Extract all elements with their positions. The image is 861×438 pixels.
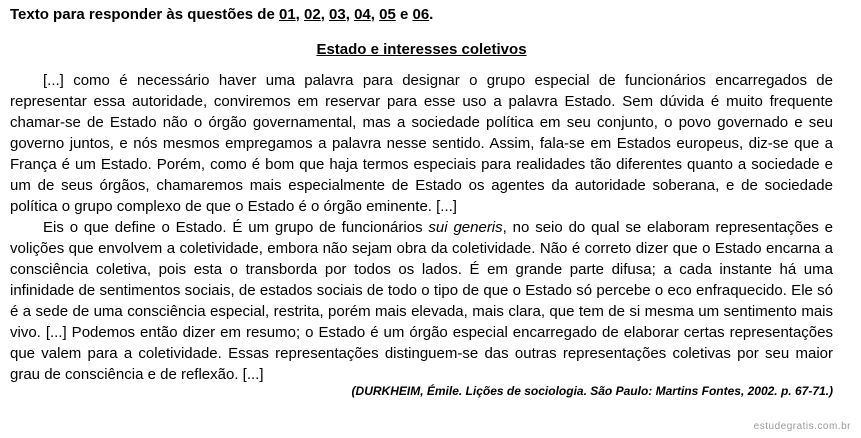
paragraph-2-italic-term: sui generis xyxy=(428,219,503,236)
text-body xyxy=(10,70,833,385)
paragraph-1 xyxy=(10,70,833,217)
heading-separator: , xyxy=(370,6,380,23)
heading-suffix: . xyxy=(429,6,434,23)
paragraph-1-text: [...] como é necessário haver uma palavra para designar o grupo especial de funcionários encarregados de representar essa autoridade, conviremos em reservar para esse uso a palavra Estado. Sem dúvida é muito frequente chamar-se de Estado não o órgão governamental, mas a sociedade política em seu conjunto, o povo governado e seu governo juntos, e nós mesmos empregamos a palavra nesse sentido. Assim, fala-se em Estados europeus, diz-se que a França é um Estado. Porém, como é bom que haja termos especiais para realidades tão diferentes quanto a sociedade e um de seus órgãos, chamaremos mais especialmente de Estado os agentes da autoridade soberana, e de sociedade política o grupo complexo de que o Estado é o órgão eminente. [...] xyxy=(10,72,833,215)
question-ref-02[interactable]: 02 xyxy=(304,6,321,23)
heading-separator: , xyxy=(320,6,330,23)
question-ref-06[interactable]: 06 xyxy=(412,6,430,23)
question-ref-03[interactable]: 03 xyxy=(329,6,346,23)
paragraph-2-text-start: Eis o que define o Estado. É um grupo de funcionários xyxy=(43,219,429,236)
site-watermark: estudegratis.com.br xyxy=(753,421,851,432)
heading-separator: , xyxy=(295,6,305,23)
question-ref-05[interactable]: 05 xyxy=(379,6,396,23)
heading-prefix: Texto para responder às questões de xyxy=(10,6,279,23)
citation: (DURKHEIM, Émile. Lições de sociologia. São Paulo: Martins Fontes, 2002. p. 67-71.) xyxy=(351,384,833,398)
heading-conjunction: e xyxy=(395,6,413,23)
paragraph-2-text-end: , no seio do qual se elaboram representações e volições que envolvem a coletividade, embora não sejam obra da coletividade. Não é correto dizer que o Estado encarna a consciência coletiva, pois esta o transborda por todos os lados. É em grande parte difusa; a cada instante há uma infinidade de sentimentos sociais, de estados sociais de todo o tipo de que o Estado só percebe o eco enfraquecido. Ele só é a sede de uma consciência especial, restrita, porém mais elevada, mais clara, que tem de si mesma um sentimento mais vivo. [...] Podemos então dizer em resumo; o Estado é um órgão especial encarregado de elaborar certas representações que valem para a coletividade. Essas representações distinguem-se das outras representações coletivas por seu maior grau de consciência e de reflexão. [...] xyxy=(10,219,833,383)
paragraph-2 xyxy=(10,217,833,385)
question-ref-01[interactable]: 01 xyxy=(278,6,296,23)
question-ref-04[interactable]: 04 xyxy=(354,6,371,23)
text-title: Estado e interesses coletivos xyxy=(316,41,527,58)
heading-separator: , xyxy=(345,6,355,23)
questions-heading xyxy=(10,5,433,25)
